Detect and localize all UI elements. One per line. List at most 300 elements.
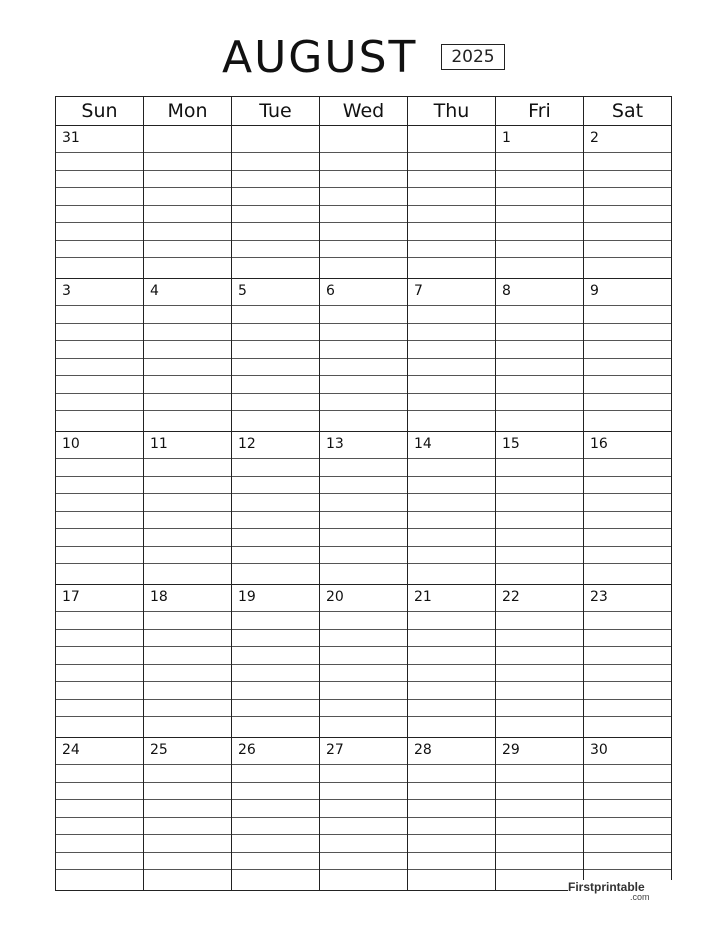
writing-line	[408, 646, 495, 647]
writing-line	[496, 152, 583, 153]
writing-line	[232, 869, 319, 870]
writing-line	[320, 629, 407, 630]
writing-line	[584, 852, 671, 853]
writing-line	[320, 611, 407, 612]
writing-line	[584, 222, 671, 223]
day-cell	[496, 432, 584, 584]
writing-line	[320, 240, 407, 241]
weekday-sun: Sun	[56, 97, 144, 125]
writing-line	[144, 782, 231, 783]
writing-line	[56, 681, 143, 682]
writing-line	[320, 393, 407, 394]
writing-line	[584, 611, 671, 612]
writing-line	[232, 493, 319, 494]
week-row	[56, 738, 671, 890]
writing-line	[496, 375, 583, 376]
writing-line	[320, 764, 407, 765]
writing-line	[496, 493, 583, 494]
writing-line	[584, 187, 671, 188]
day-cell	[584, 585, 671, 737]
writing-line	[232, 782, 319, 783]
writing-line	[584, 240, 671, 241]
writing-line	[496, 764, 583, 765]
writing-line	[56, 834, 143, 835]
writing-line	[320, 170, 407, 171]
writing-line	[320, 817, 407, 818]
writing-line	[144, 205, 231, 206]
writing-line	[144, 358, 231, 359]
day-cell	[144, 432, 232, 584]
writing-line	[408, 257, 495, 258]
writing-line	[56, 782, 143, 783]
writing-line	[408, 323, 495, 324]
writing-line	[496, 869, 583, 870]
writing-line	[144, 629, 231, 630]
day-number: 22	[502, 589, 520, 605]
writing-line	[320, 782, 407, 783]
writing-line	[144, 511, 231, 512]
writing-line	[232, 340, 319, 341]
writing-line	[408, 528, 495, 529]
writing-line	[232, 222, 319, 223]
day-number: 2	[590, 130, 599, 146]
writing-line	[408, 716, 495, 717]
writing-line	[584, 493, 671, 494]
day-number: 26	[238, 742, 256, 758]
writing-line	[320, 358, 407, 359]
writing-line	[56, 799, 143, 800]
day-cell	[320, 738, 408, 890]
day-cell	[320, 585, 408, 737]
writing-line	[584, 716, 671, 717]
writing-line	[56, 493, 143, 494]
calendar-grid	[55, 96, 672, 891]
writing-line	[408, 240, 495, 241]
writing-line	[232, 511, 319, 512]
brand-domain: .com	[630, 892, 650, 902]
writing-line	[584, 152, 671, 153]
writing-line	[496, 782, 583, 783]
writing-line	[144, 410, 231, 411]
writing-line	[56, 511, 143, 512]
day-number: 19	[238, 589, 256, 605]
day-number: 30	[590, 742, 608, 758]
day-number: 23	[590, 589, 608, 605]
writing-line	[320, 716, 407, 717]
writing-line	[584, 782, 671, 783]
writing-line	[408, 817, 495, 818]
weekday-wed: Wed	[320, 97, 408, 125]
writing-line	[232, 240, 319, 241]
writing-line	[320, 681, 407, 682]
writing-line	[408, 170, 495, 171]
writing-line	[584, 699, 671, 700]
writing-line	[320, 699, 407, 700]
weekday-sat: Sat	[611, 100, 644, 122]
day-cell	[408, 126, 496, 278]
day-cell	[408, 432, 496, 584]
writing-line	[144, 187, 231, 188]
writing-line	[408, 205, 495, 206]
writing-line	[496, 323, 583, 324]
writing-line	[232, 563, 319, 564]
writing-line	[144, 323, 231, 324]
writing-line	[232, 716, 319, 717]
day-cell	[584, 432, 671, 584]
writing-line	[408, 375, 495, 376]
writing-line	[320, 869, 407, 870]
day-number: 11	[150, 436, 168, 452]
day-cell	[56, 585, 144, 737]
writing-line	[56, 852, 143, 853]
day-number: 5	[238, 283, 247, 299]
day-number: 20	[326, 589, 344, 605]
writing-line	[320, 563, 407, 564]
writing-line	[144, 817, 231, 818]
writing-line	[144, 699, 231, 700]
writing-line	[496, 240, 583, 241]
writing-line	[584, 358, 671, 359]
writing-line	[56, 410, 143, 411]
writing-line	[320, 305, 407, 306]
writing-line	[320, 799, 407, 800]
writing-line	[584, 563, 671, 564]
writing-line	[232, 358, 319, 359]
day-cell	[232, 279, 320, 431]
day-number: 6	[326, 283, 335, 299]
day-number: 21	[414, 589, 432, 605]
weekday-fri: Fri	[496, 97, 584, 125]
writing-line	[584, 869, 671, 870]
writing-line	[320, 152, 407, 153]
writing-line	[56, 187, 143, 188]
day-cell	[232, 585, 320, 737]
writing-line	[56, 476, 143, 477]
writing-line	[56, 458, 143, 459]
writing-line	[320, 546, 407, 547]
writing-line	[232, 393, 319, 394]
writing-line	[320, 493, 407, 494]
writing-line	[144, 240, 231, 241]
writing-line	[584, 817, 671, 818]
writing-line	[408, 563, 495, 564]
writing-line	[232, 852, 319, 853]
writing-line	[408, 511, 495, 512]
writing-line	[496, 716, 583, 717]
writing-line	[144, 834, 231, 835]
day-cell	[320, 432, 408, 584]
writing-line	[232, 205, 319, 206]
writing-line	[232, 375, 319, 376]
day-cell	[56, 279, 144, 431]
writing-line	[584, 393, 671, 394]
writing-line	[232, 305, 319, 306]
day-number: 16	[590, 436, 608, 452]
day-cell	[496, 585, 584, 737]
writing-line	[232, 410, 319, 411]
writing-line	[144, 528, 231, 529]
day-number: 14	[414, 436, 432, 452]
writing-line	[144, 340, 231, 341]
writing-line	[496, 410, 583, 411]
day-number: 10	[62, 436, 80, 452]
writing-line	[584, 511, 671, 512]
day-cell	[232, 126, 320, 278]
writing-line	[584, 170, 671, 171]
writing-line	[232, 629, 319, 630]
writing-line	[320, 205, 407, 206]
writing-line	[408, 681, 495, 682]
weekday-thu: Thu	[408, 97, 496, 125]
writing-line	[496, 664, 583, 665]
writing-line	[408, 782, 495, 783]
writing-line	[496, 563, 583, 564]
writing-line	[232, 476, 319, 477]
writing-line	[56, 393, 143, 394]
writing-line	[56, 152, 143, 153]
writing-line	[232, 699, 319, 700]
day-cell	[144, 585, 232, 737]
day-number: 9	[590, 283, 599, 299]
writing-line	[584, 546, 671, 547]
writing-line	[232, 546, 319, 547]
writing-line	[496, 305, 583, 306]
writing-line	[320, 458, 407, 459]
day-cell	[320, 279, 408, 431]
writing-line	[232, 646, 319, 647]
writing-line	[496, 546, 583, 547]
day-number: 25	[150, 742, 168, 758]
writing-line	[144, 852, 231, 853]
writing-line	[408, 546, 495, 547]
day-number: 17	[62, 589, 80, 605]
writing-line	[56, 240, 143, 241]
writing-line	[496, 458, 583, 459]
writing-line	[408, 393, 495, 394]
writing-line	[144, 476, 231, 477]
brand-logo	[568, 880, 672, 904]
writing-line	[408, 764, 495, 765]
writing-line	[408, 699, 495, 700]
writing-line	[408, 187, 495, 188]
writing-line	[408, 852, 495, 853]
writing-line	[496, 681, 583, 682]
writing-line	[232, 257, 319, 258]
writing-line	[584, 681, 671, 682]
writing-line	[232, 187, 319, 188]
writing-line	[584, 799, 671, 800]
writing-line	[496, 852, 583, 853]
day-number: 8	[502, 283, 511, 299]
writing-line	[56, 323, 143, 324]
writing-line	[320, 852, 407, 853]
writing-line	[56, 546, 143, 547]
day-cell	[408, 585, 496, 737]
writing-line	[496, 393, 583, 394]
writing-line	[144, 563, 231, 564]
writing-line	[56, 528, 143, 529]
writing-line	[584, 375, 671, 376]
day-number: 13	[326, 436, 344, 452]
month-title: AUGUST	[222, 32, 418, 83]
day-cell	[320, 126, 408, 278]
writing-line	[56, 646, 143, 647]
writing-line	[56, 375, 143, 376]
week-row	[56, 585, 671, 738]
writing-line	[584, 476, 671, 477]
writing-line	[56, 205, 143, 206]
writing-line	[232, 764, 319, 765]
writing-line	[408, 410, 495, 411]
day-number: 27	[326, 742, 344, 758]
writing-line	[496, 257, 583, 258]
year-badge: 2025	[441, 44, 505, 70]
writing-line	[144, 664, 231, 665]
writing-line	[144, 546, 231, 547]
writing-line	[320, 664, 407, 665]
writing-line	[408, 611, 495, 612]
day-number: 29	[502, 742, 520, 758]
writing-line	[232, 323, 319, 324]
writing-line	[232, 458, 319, 459]
writing-line	[320, 222, 407, 223]
writing-line	[232, 528, 319, 529]
writing-line	[408, 834, 495, 835]
day-cell	[56, 738, 144, 890]
writing-line	[496, 476, 583, 477]
day-cell	[144, 738, 232, 890]
writing-line	[56, 170, 143, 171]
writing-line	[584, 205, 671, 206]
weekday-header-row	[56, 97, 671, 126]
day-number: 18	[150, 589, 168, 605]
writing-line	[56, 764, 143, 765]
weekday-tue: Tue	[232, 97, 320, 125]
writing-line	[144, 611, 231, 612]
writing-line	[320, 257, 407, 258]
writing-line	[584, 629, 671, 630]
writing-line	[408, 664, 495, 665]
day-number: 24	[62, 742, 80, 758]
writing-line	[56, 305, 143, 306]
writing-line	[408, 340, 495, 341]
writing-line	[320, 834, 407, 835]
writing-line	[320, 528, 407, 529]
day-cell	[56, 432, 144, 584]
writing-line	[144, 393, 231, 394]
day-number: 15	[502, 436, 520, 452]
week-row	[56, 279, 671, 432]
writing-line	[144, 222, 231, 223]
writing-line	[232, 834, 319, 835]
writing-line	[584, 257, 671, 258]
writing-line	[496, 646, 583, 647]
writing-line	[232, 611, 319, 612]
writing-line	[496, 222, 583, 223]
writing-line	[144, 764, 231, 765]
writing-line	[496, 699, 583, 700]
day-number: 1	[502, 130, 511, 146]
writing-line	[408, 869, 495, 870]
writing-line	[496, 611, 583, 612]
writing-line	[232, 152, 319, 153]
writing-line	[496, 511, 583, 512]
writing-line	[408, 222, 495, 223]
day-cell	[408, 738, 496, 890]
writing-line	[144, 869, 231, 870]
writing-line	[408, 493, 495, 494]
day-cell	[584, 738, 671, 890]
writing-line	[56, 817, 143, 818]
writing-line	[320, 323, 407, 324]
writing-line	[144, 305, 231, 306]
day-number: 31	[62, 130, 80, 146]
writing-line	[320, 410, 407, 411]
calendar-title	[0, 28, 728, 88]
writing-line	[408, 458, 495, 459]
writing-line	[496, 358, 583, 359]
day-cell	[496, 279, 584, 431]
writing-line	[584, 834, 671, 835]
writing-line	[56, 563, 143, 564]
writing-line	[144, 493, 231, 494]
writing-line	[56, 358, 143, 359]
writing-line	[408, 358, 495, 359]
day-number: 7	[414, 283, 423, 299]
day-number: 4	[150, 283, 159, 299]
writing-line	[320, 340, 407, 341]
writing-line	[496, 528, 583, 529]
writing-line	[496, 205, 583, 206]
writing-line	[232, 799, 319, 800]
day-cell	[232, 738, 320, 890]
day-number: 3	[62, 283, 71, 299]
day-cell	[232, 432, 320, 584]
writing-line	[232, 170, 319, 171]
writing-line	[408, 799, 495, 800]
day-number: 12	[238, 436, 256, 452]
writing-line	[496, 799, 583, 800]
writing-line	[144, 458, 231, 459]
writing-line	[232, 664, 319, 665]
writing-line	[56, 611, 143, 612]
weeks-container	[56, 126, 671, 890]
writing-line	[144, 152, 231, 153]
brand-name: Firstprintable	[568, 880, 645, 894]
writing-line	[232, 817, 319, 818]
week-row	[56, 126, 671, 279]
writing-line	[56, 629, 143, 630]
writing-line	[584, 458, 671, 459]
writing-line	[144, 799, 231, 800]
writing-line	[584, 764, 671, 765]
writing-line	[408, 629, 495, 630]
writing-line	[496, 817, 583, 818]
writing-line	[56, 716, 143, 717]
writing-line	[584, 528, 671, 529]
writing-line	[320, 375, 407, 376]
writing-line	[56, 340, 143, 341]
day-cell	[584, 279, 671, 431]
writing-line	[56, 699, 143, 700]
writing-line	[584, 646, 671, 647]
writing-line	[56, 222, 143, 223]
day-cell	[496, 126, 584, 278]
writing-line	[320, 187, 407, 188]
writing-line	[144, 375, 231, 376]
writing-line	[408, 476, 495, 477]
day-cell	[144, 279, 232, 431]
